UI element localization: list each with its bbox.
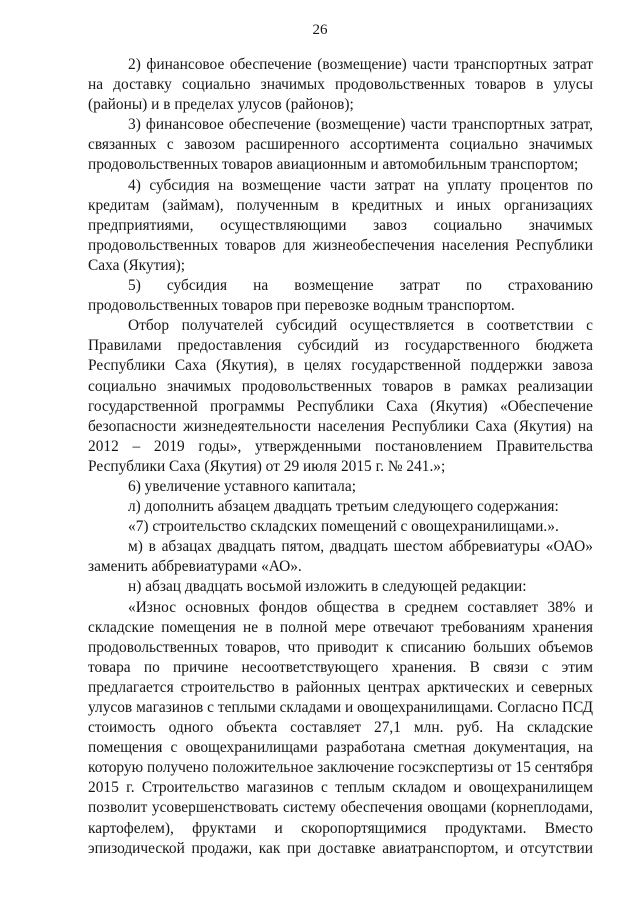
document-body: [88, 55, 593, 859]
page-number: 26: [312, 22, 328, 38]
paragraph-item-4-interest-subsidy: 4) субсидия на возмещение части затрат на уплату процентов по кредитам (займам), полученным в кредитных и иных организациях предприятиями, осуществляющими завоз социально значимых продовольственных товаров для жизнеобеспечения населения Республики Саха (Якутия);: [88, 176, 593, 274]
paragraph-item-7-warehouses: «7) строительство складских помещений с овощехранилищами.».: [128, 518, 559, 536]
paragraph-amendment-m: м) в абзацах двадцать пятом, двадцать шестом аббревиатуры «ОАО» заменить аббревиатурами «АО».: [88, 538, 593, 576]
paragraph-item-5-insurance-subsidy: 5) субсидия на возмещение затрат по страхованию продовольственных товаров при перевозке водным транспортом.: [88, 277, 593, 315]
paragraph-item-3-extended-assortment: 3) финансовое обеспечение (возмещение) части транспортных затрат, связанных с завозом расширенного ассортимента социально значимых продовольственных товаров авиационным и автомобильным транспортом;: [88, 116, 593, 174]
paragraph-item-2-transport-costs: 2) финансовое обеспечение (возмещение) части транспортных затрат на доставку социально значимых продовольственных товаров в улусы (районы) и в пределах улусов (районов);: [88, 56, 593, 114]
paragraph-selection-of-recipients: Отбор получателей субсидий осуществляется в соответствии с Правилами предоставления субсидий из государственного бюджета Республики Саха (Якутия), в целях государственной поддержки завоза социально значимых продовольственных товаров в рамках реализации государственной программы Республики Саха (Якутия) «Обеспечение безопасности жизнедеятельности населения Республики Саха (Якутия) на 2012 – 2019 годы», утвержденными постановлением Правительства Республики Саха (Якутия) от 29 июля 2015 г. № 241.»;: [88, 317, 593, 475]
paragraph-amendment-l: л) дополнить абзацем двадцать третьим следующего содержания:: [128, 498, 559, 516]
paragraph-item-6-capital-increase: 6) увеличение уставного капитала;: [128, 477, 356, 495]
paragraph-fixed-assets-wear: «Износ основных фондов общества в среднем составляет 38% и складские помещения не в полной мере отвечают требованиям хранения продовольственных товаров, что приводит к списанию больших объемов товара по причине несоответствующего хранения. В связи с этим предлагается строительство в районных центрах арктических и северных улусов магазинов с теплыми складами и овощехранилищами. Согласно ПСД стоимость одного объекта составляет 27,1 млн. руб. На складские помещения с овощехранилищами разработана сметная документация, на которую получено положительное заключение госэкспертизы от 15 сентября 2015 г. Строительство магазинов с теплым складом и овощехранилищем позволит усовершенствовать систему обеспечения овощами (корнеплодами, картофелем), фруктами и скоропортящимися продуктами. Вместо эпизодической продажи, как при доставке авиатранспортом, и отсутствии: [88, 598, 593, 857]
paragraph-amendment-n: н) абзац двадцать восьмой изложить в следующей редакции:: [128, 578, 527, 596]
